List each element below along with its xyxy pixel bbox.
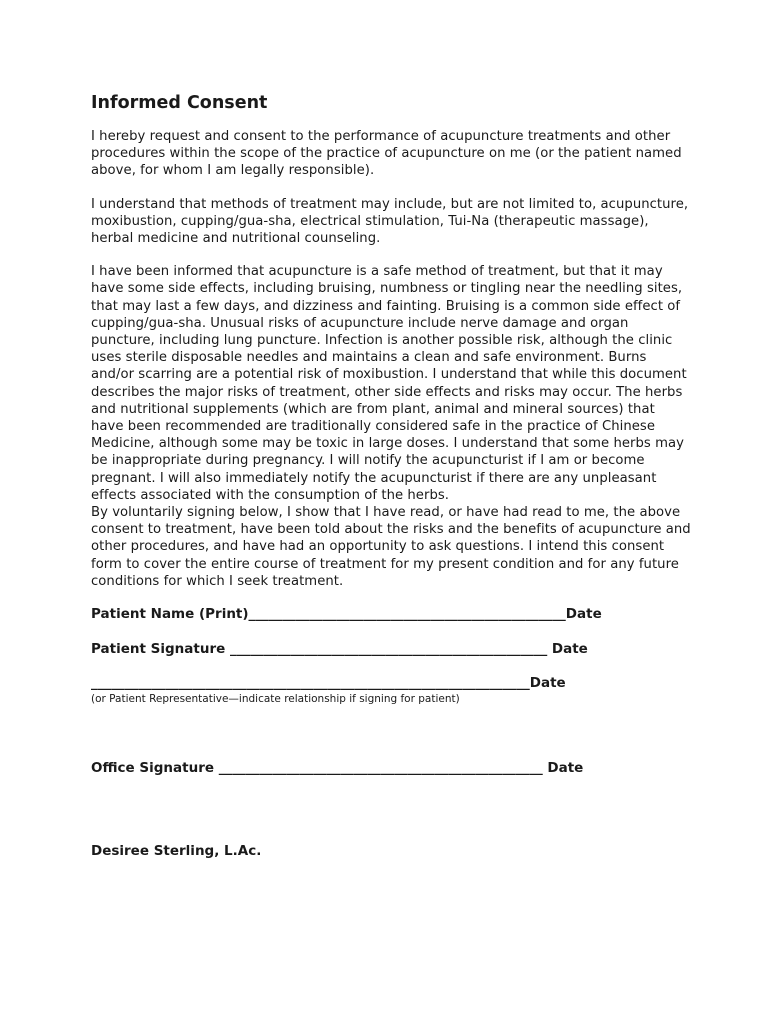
representative-note: (or Patient Representative—indicate relationship if signing for patient) — [91, 693, 460, 706]
office-signature-line[interactable]: Office Signature ________________________________________________ Date — [91, 760, 584, 777]
treatment-methods-paragraph: I understand that methods of treatment may include, but are not limited to, acupuncture, moxibustion, cupping/gua-sha, electrical stimulation, Tui-Na (therapeutic massage), herbal medicine and nutritional counseling. — [91, 196, 689, 247]
representative-signature-line[interactable]: _________________________________________________________________Date — [91, 675, 566, 692]
consent-document — [91, 92, 691, 860]
document-title: Informed Consent — [91, 93, 268, 113]
patient-signature-line[interactable]: Patient Signature _______________________________________________ Date — [91, 641, 588, 658]
acknowledgement-paragraph: By voluntarily signing below, I show that I have read, or have had read to me, the above consent to treatment, have been told about the risks and the benefits of acupuncture and other procedures, and have had an opportunity to ask questions. I intend this consent form to cover the entire course of treatment for my present condition and for any future conditions for which I seek treatment. — [91, 505, 691, 589]
patient-name-line[interactable]: Patient Name (Print)_______________________________________________Date — [91, 606, 602, 623]
consent-paragraph: I hereby request and consent to the performance of acupuncture treatments and other procedures within the scope of the practice of acupuncture on me (or the patient named above, for whom I am legally responsible). — [91, 129, 682, 179]
practitioner-name: Desiree Sterling, L.Ac. — [91, 843, 262, 860]
risks-paragraph: I have been informed that acupuncture is a safe method of treatment, but that it may have some side effects, including bruising, numbness or tingling near the needling sites, that may last a few days, and dizziness and fainting. Bruising is a common side effect of cupping/gua-sha. Unusual risks of acupuncture include nerve damage and organ puncture, including lung puncture. Infection is another possible risk, although the clinic uses sterile disposable needles and maintains a clean and safe environment. Burns and/or scarring are a potential risk of moxibustion. I understand that while this document describes the major risks of treatment, other side effects and risks may occur. The herbs and nutritional supplements (which are from plant, animal and mineral sources) that have been recommended are traditionally considered safe in the practice of Chinese Medicine, although some may be toxic in large doses. I understand that some herbs may be inappropriate during pregnancy. I will notify the acupuncturist if I am or become pregnant. I will also immediately notify the acupuncturist if there are any unpleasant effects associated with the consumption of the herbs. — [91, 264, 687, 503]
